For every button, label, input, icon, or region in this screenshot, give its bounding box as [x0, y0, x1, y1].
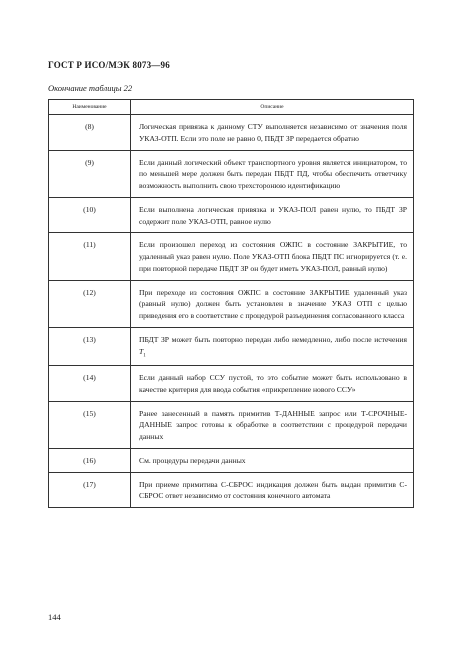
- page-number: 144: [48, 612, 61, 622]
- timer-letter: T: [139, 346, 144, 356]
- table-row: [49, 327, 414, 365]
- table-row: [49, 233, 414, 280]
- row-description: Если данный логический объект транспортного уровня является инициатором, то по меньшей мере должен быть передан ПБДТ ПД, чтобы обеспечить ответчику возможность выполнить свою трехсторонюю идентификацию: [131, 150, 414, 197]
- table-row: [49, 280, 414, 327]
- row-description: При приеме примитива С-СБРОС индикация должен быть выдан примитив С-СБРОС ответ независимо от состояния конечного автомата: [131, 472, 414, 508]
- column-header-description: Описание: [131, 100, 414, 115]
- row-number: (15): [49, 401, 131, 448]
- row-description-text: ПБДТ ЗР может быть повторно передан либо немедленно, либо после истечения: [139, 334, 407, 344]
- row-description: См. процедуры передачи данных: [131, 448, 414, 472]
- table-row: [49, 365, 414, 401]
- table-row: [49, 448, 414, 472]
- table-row: [49, 197, 414, 233]
- row-number: (16): [49, 448, 131, 472]
- row-description: Логическая привязка к данному СТУ выполняется независимо от значения поля УКАЗ-ОТП. Если это поле не равно 0, ПБДТ ЗР передается обратно: [131, 115, 414, 151]
- row-description: [131, 327, 414, 365]
- column-header-name: Наименование: [49, 100, 131, 115]
- row-number: (8): [49, 115, 131, 151]
- row-description: Если выполнена логическая привязка и УКАЗ-ПОЛ равен нулю, то ПБДТ ЗР содержит поле УКАЗ-ОТП, равное нулю: [131, 197, 414, 233]
- row-number: (9): [49, 150, 131, 197]
- row-description: Если данный набор ССУ пустой, то это событие может быть использовано в качестве критерия для ввода события «прикрепление нового ССУ»: [131, 365, 414, 401]
- row-number: (10): [49, 197, 131, 233]
- timer-symbol: [139, 346, 146, 359]
- table-caption: Окончание таблицы 22: [48, 83, 133, 93]
- row-number: (13): [49, 327, 131, 365]
- table-22: [48, 99, 414, 508]
- row-number: (17): [49, 472, 131, 508]
- table-row: [49, 115, 414, 151]
- table-row: [49, 401, 414, 448]
- document-header: ГОСТ Р ИСО/МЭК 8073—96: [48, 60, 170, 70]
- table-header-row: [49, 100, 414, 115]
- row-description: При переходе из состояния ОЖПС в состояние ЗАКРЫТИЕ удаленный указ (равный нулю) должен быть установлен в значение УКАЗ ОТП с целью приведения его в соответствие с процедурой разъединения согласованного класса: [131, 280, 414, 327]
- table-row: [49, 472, 414, 508]
- row-description: Ранее занесенный в память примитив Т-ДАННЫЕ запрос или Т-СРОЧНЫЕ-ДАННЫЕ запрос готовы к обработке в соответствии с процедурой передачи данных: [131, 401, 414, 448]
- row-number: (11): [49, 233, 131, 280]
- table-row: [49, 150, 414, 197]
- row-description: Если произошел переход из состояния ОЖПС в состояние ЗАКРЫТИЕ, то удаленный указ равен нулю. Поле УКАЗ-ОТП блока ПБДТ ПС игнорируется (т. е. при повторной передаче ПБДТ ЗР он будет иметь УКАЗ-ПОЛ, равный нулю): [131, 233, 414, 280]
- row-number: (12): [49, 280, 131, 327]
- timer-subscript: 1: [143, 353, 146, 359]
- row-number: (14): [49, 365, 131, 401]
